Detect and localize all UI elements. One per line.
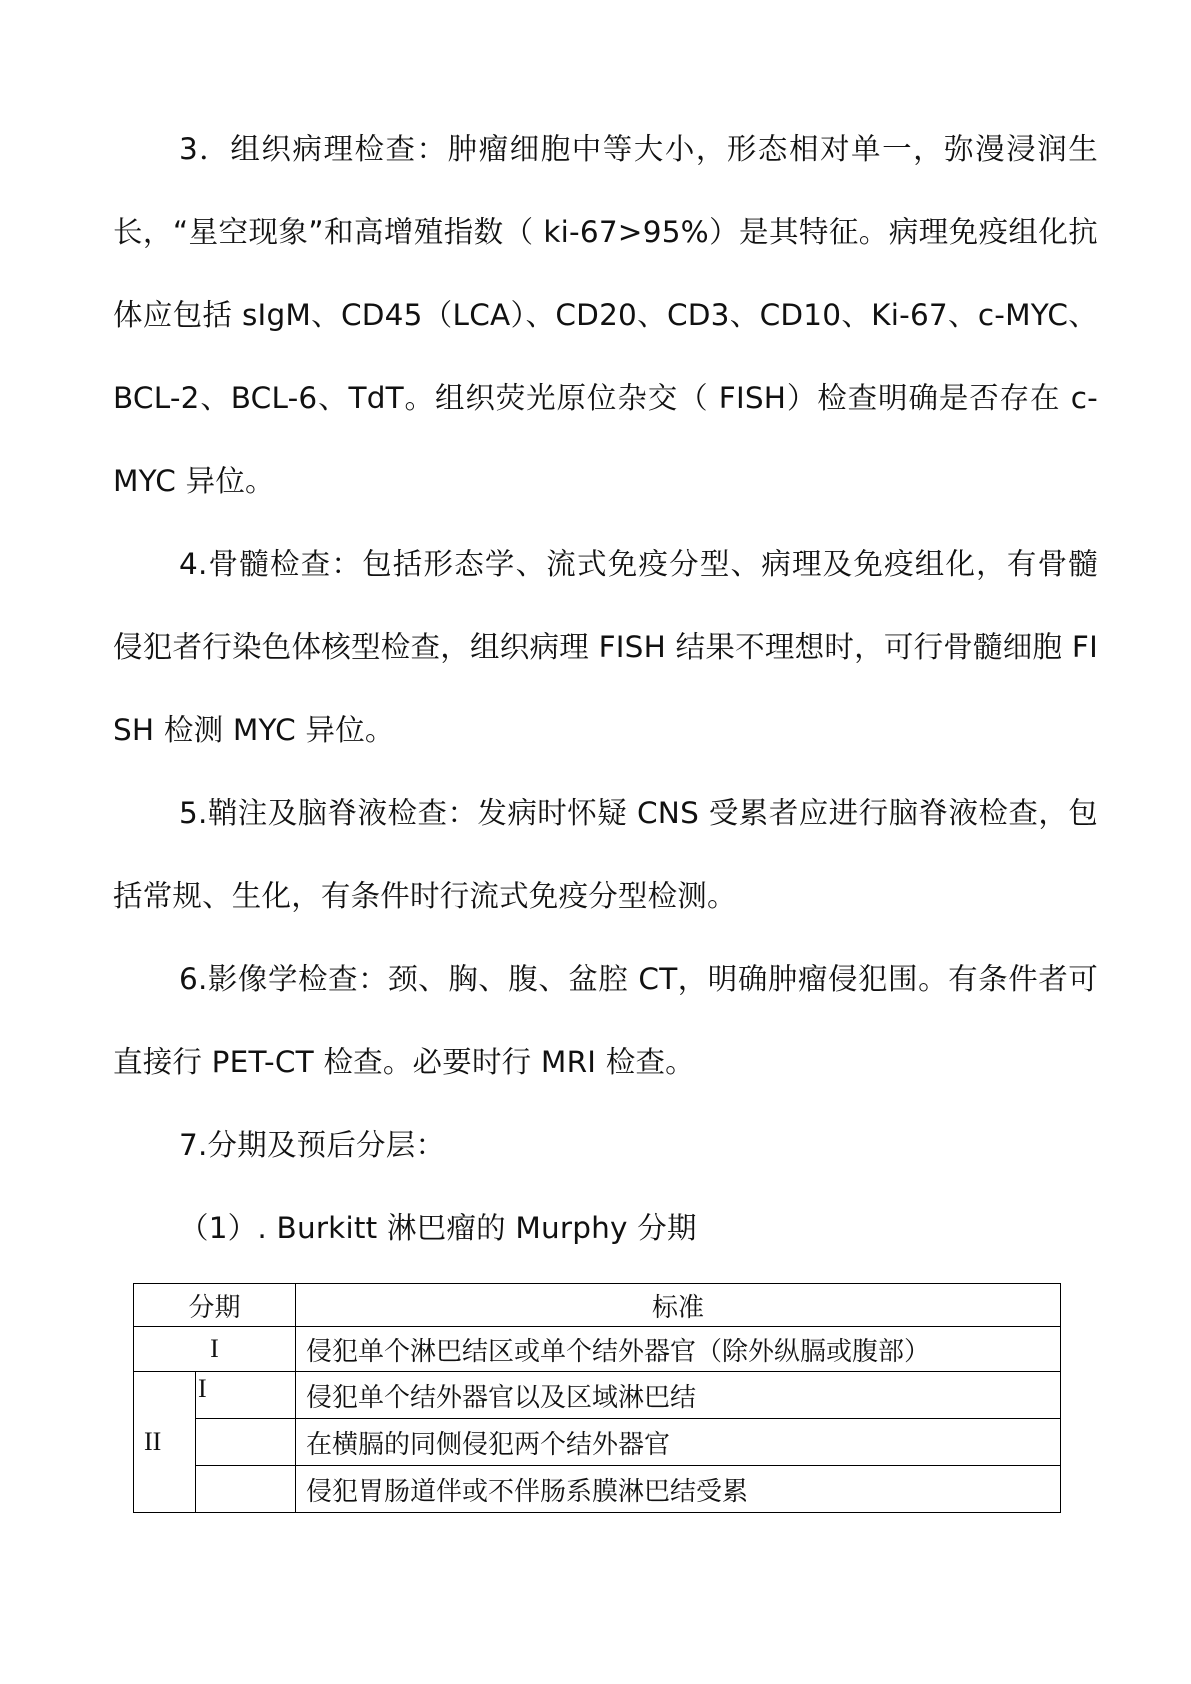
table-row [134, 1466, 1061, 1513]
paragraph-csf: 5.鞘注及脑脊液检查：发病时怀疑 CNS 受累者应进行脑脊液检查，包括常规、生化，有条件时行流式免疫分型检测。 [113, 796, 1098, 913]
body-text [113, 108, 1098, 1270]
sub-stage-label [196, 1419, 296, 1466]
paragraph-histopathology: 3．组织病理检查：肿瘤细胞中等大小，形态相对单一，弥漫浸润生长，“星空现象”和高增殖指数（ ki-67>95%）是其特征。病理免疫组化抗体应包括 sIgM、CD45（LCA）、CD20、CD3、CD10、Ki-67、c-MYC、BCL-2、BCL-6、TdT。组织荧光原位杂交（ FISH）检查明确是否存在 c-MYC 异位。 [113, 132, 1098, 498]
murphy-staging-table [133, 1283, 1061, 1513]
paragraph-imaging: 6.影像学检查：颈、胸、腹、盆腔 CT，明确肿瘤侵犯围。有条件者可直接行 PET-CT 检查。必要时行 MRI 检查。 [113, 962, 1098, 1079]
table-row [134, 1327, 1061, 1372]
stage-criteria: 侵犯胃肠道伴或不伴肠系膜淋巴结受累 [296, 1466, 1061, 1513]
sub-stage-label [196, 1466, 296, 1513]
stage-criteria: 侵犯单个淋巴结区或单个结外器官（除外纵膈或腹部） [296, 1327, 1061, 1372]
sub-stage-label: I [196, 1372, 296, 1419]
table-row [134, 1419, 1061, 1466]
stage-label: II [134, 1372, 196, 1513]
paragraph-murphy-heading: （1）. Burkitt 淋巴瘤的 Murphy 分期 [179, 1211, 697, 1245]
header-criteria: 标准 [296, 1284, 1061, 1327]
table-row [134, 1372, 1061, 1419]
table-header-row [134, 1284, 1061, 1327]
stage-criteria: 在横膈的同侧侵犯两个结外器官 [296, 1419, 1061, 1466]
paragraph-staging-heading: 7.分期及预后分层： [179, 1128, 446, 1162]
stage-criteria: 侵犯单个结外器官以及区域淋巴结 [296, 1372, 1061, 1419]
header-stage: 分期 [134, 1284, 296, 1327]
stage-label: I [134, 1327, 296, 1372]
paragraph-bone-marrow: 4.骨髓检查：包括形态学、流式免疫分型、病理及免疫组化，有骨髓侵犯者行染色体核型检查，组织病理 FISH 结果不理想时，可行骨髓细胞 FISH 检测 MYC 异位。 [113, 547, 1098, 747]
